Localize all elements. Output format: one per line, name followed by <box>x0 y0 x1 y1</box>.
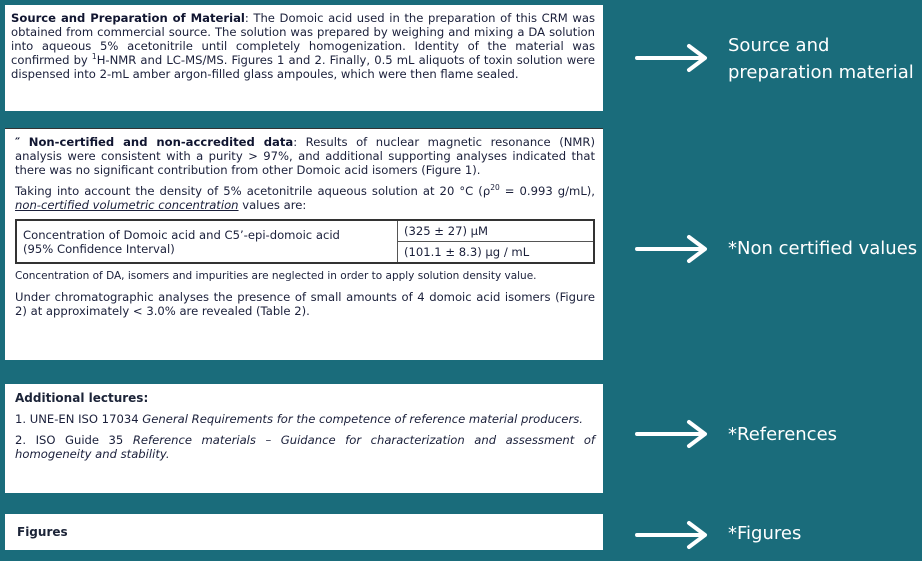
marker: ″ <box>15 135 21 149</box>
concentration-label-line1: Concentration of Domoic acid and C5’-epi-domoic acid <box>23 227 340 242</box>
figures-label: Figures <box>17 525 68 539</box>
arrow-right-icon <box>633 520 713 550</box>
non-certified-text: : Results of nuclear magnetic resonance (NMR) analysis were consistent with a purity > 97%, and additional supporting analyses indicated that there was no significant contribution from other Domoic acid isomers (Figure 1). <box>15 135 596 177</box>
source-paragraph <box>11 11 595 81</box>
volumetric-concentration-link: non-certified volumetric concentration <box>15 198 239 212</box>
source-annotation-line2: preparation material <box>728 62 914 83</box>
density-paragraph <box>15 184 595 212</box>
figures-card <box>5 514 603 550</box>
concentration-table <box>15 219 595 264</box>
density-text-1: Taking into account the density of 5% acetonitrile aqueous solution at 20 °C (ρ <box>15 184 491 198</box>
non-certified-card <box>5 128 603 360</box>
source-annotation-line1: Source and <box>728 35 830 56</box>
arrow-right-icon <box>633 234 713 264</box>
density-text-3: values are: <box>238 198 307 212</box>
density-note: Concentration of DA, isomers and impurities are neglected in order to apply solution density value. <box>15 270 537 282</box>
lecture-item-1-title: General Requirements for the competence of reference material producers. <box>142 412 583 426</box>
concentration-label-cell <box>16 220 397 263</box>
arrow-right-icon <box>633 419 713 449</box>
lectures-heading: Additional lectures: <box>15 391 149 405</box>
lecture-item-2-title: Reference materials – Guidance for characterization and assessment of homogeneity and stability. <box>15 433 595 461</box>
source-text-1: : The Domoic acid used in the preparation of this CRM was obtained from commercial source. The solution was prepared by weighing and mixing a DA solution into aqueous 5% acetonitrile until completely homogenization. Identity of the material was confirmed by <box>11 11 595 67</box>
isomers-paragraph: Under chromatographic analyses the presence of small amounts of 4 domoic acid isomers (Figure 2) at approximately < 3.0% are revealed (Table 2). <box>15 290 595 318</box>
lecture-item-1-prefix: 1. UNE-EN ISO 17034 <box>15 412 143 426</box>
figures-annotation: *Figures <box>728 523 802 544</box>
references-annotation: *References <box>728 424 838 445</box>
additional-lectures-card <box>5 383 603 493</box>
density-text-2: = 0.993 g/mL), <box>499 184 595 198</box>
source-text-2: H-NMR and LC-MS/MS. Figures 1 and 2. Finally, 0.5 mL aliquots of toxin solution were dispensed into 2-mL amber argon-filled glass ampoules, which were then flame sealed. <box>11 53 596 81</box>
arrow-right-icon <box>633 43 713 73</box>
lecture-item-2-prefix: 2. ISO Guide 35 <box>15 433 133 447</box>
non-certified-annotation: *Non certified values <box>728 238 918 259</box>
source-annotation <box>728 32 914 86</box>
source-superscript: 1 <box>91 52 97 62</box>
concentration-value-molar: (325 ± 27) µM <box>397 220 594 242</box>
non-certified-heading: Non-certified and non-accredited data <box>28 135 294 149</box>
concentration-label-line2: (95% Confidence Interval) <box>23 241 175 256</box>
density-superscript: 20 <box>490 183 500 193</box>
source-heading: Source and Preparation of Material <box>11 11 245 25</box>
non-certified-paragraph <box>15 135 595 177</box>
lecture-item-2 <box>15 433 595 461</box>
source-preparation-card <box>5 5 603 111</box>
lecture-item-1 <box>15 412 595 426</box>
concentration-value-mass: (101.1 ± 8.3) µg / mL <box>397 242 594 264</box>
table-row <box>16 220 594 242</box>
